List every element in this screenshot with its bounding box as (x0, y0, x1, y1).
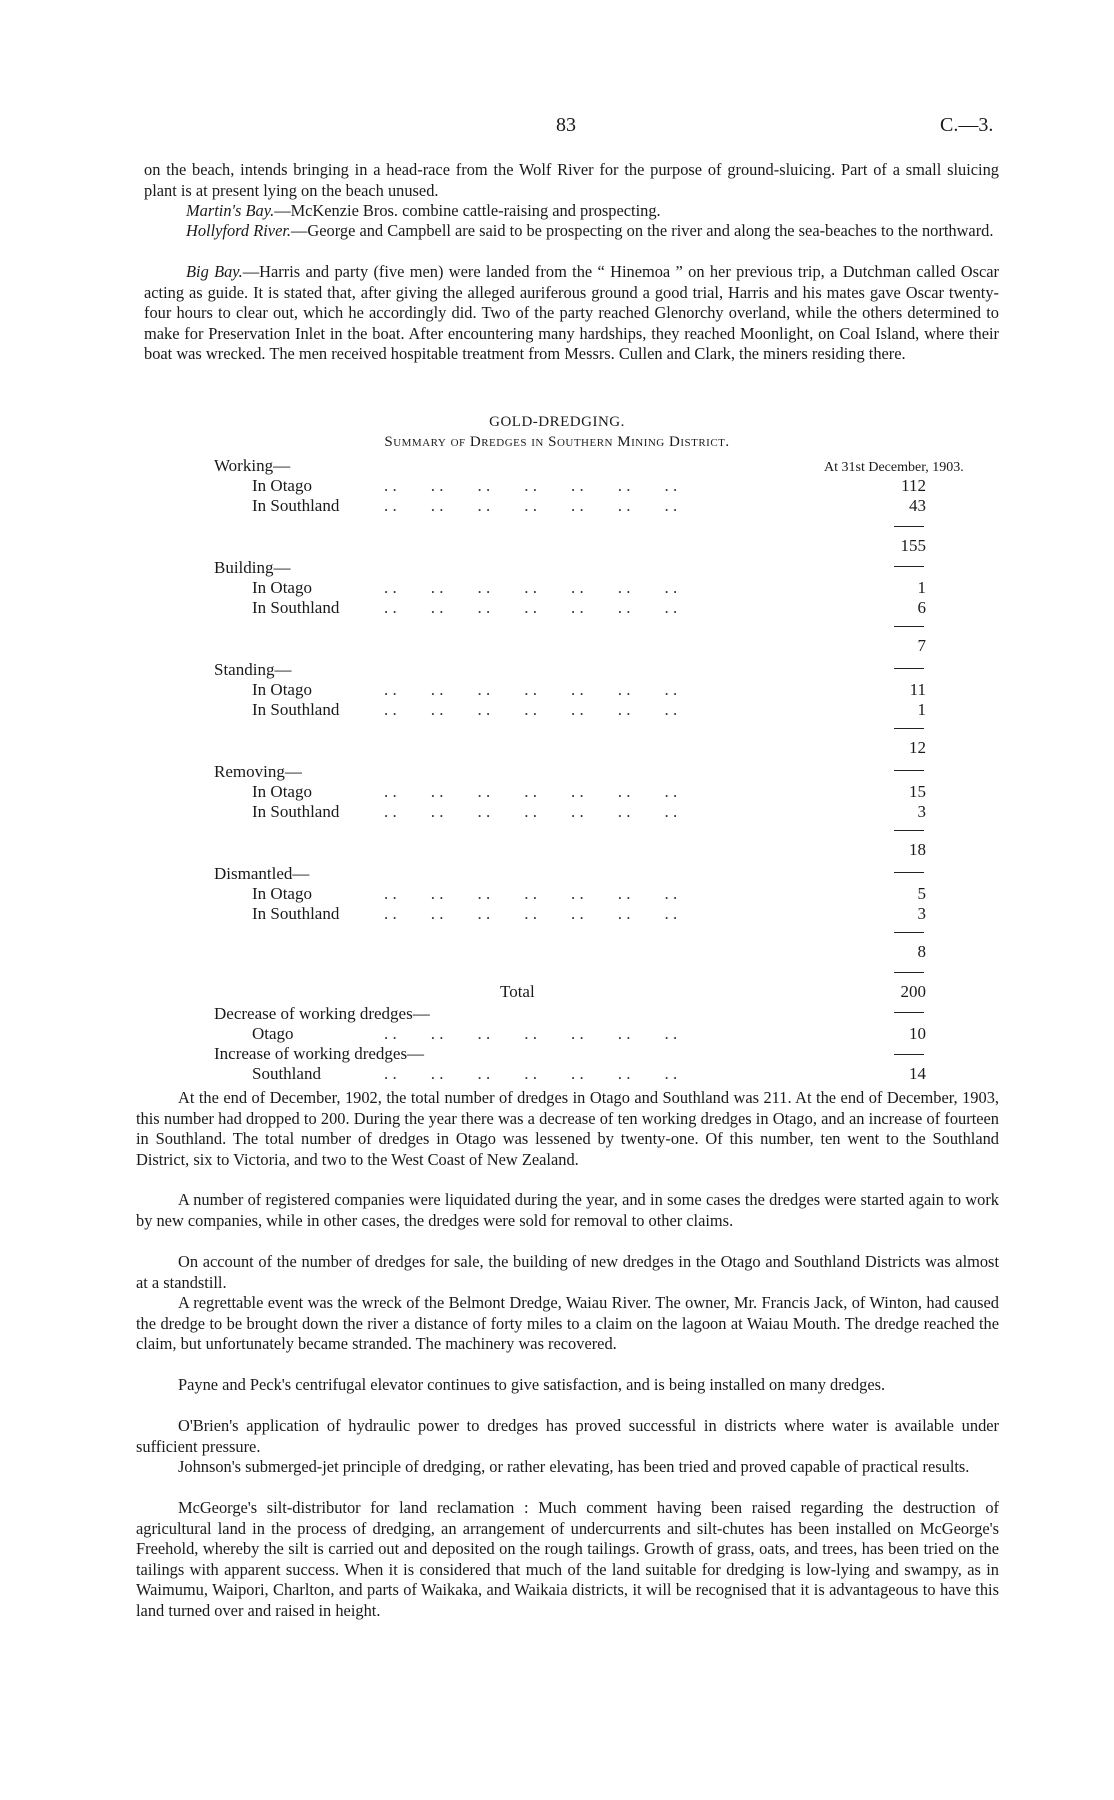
heading-martins-bay: Martin's Bay. (186, 201, 275, 220)
group-label-removing: Removing— (214, 762, 302, 781)
intro-paragraph-martins-bay (144, 201, 999, 222)
increase-label: Increase of working dredges— (214, 1044, 425, 1063)
row-label: In Otago (252, 782, 312, 801)
rule-line (894, 932, 924, 933)
text-big-bay: —Harris and party (five men) were landed from the “ Hinemoa ” on her previous trip, a Dutchman called Oscar acting as guide. It is stated that, after giving the alleged auriferous ground a good trial, Harris and his mates gave Oscar twenty-four hours to clear out, which he accordingly did. Two of the party reached Glenorchy overland, while the others determined to make for Preservation Inlet in the boat. After encountering many hardships, they reached Moonlight, on Coal Island, where their boat was wrecked. The men received hospitable treatment from Messrs. Cullen and Clark, the miners residing there. (144, 262, 999, 363)
leader-dots: . . . . . . . . . . . . . . (384, 1064, 678, 1083)
group-label-dismantled: Dismantled— (214, 864, 310, 883)
body-paragraph-8: McGeorge's silt-distributor for land reclamation : Much comment having been raised regarding the destruction of agricultural land in the process of dredging, an arrangement of undercurrents and silt-chutes has been installed on McGeorge's Freehold, whereby the silt is carried out and deposited on the rough tailings. Growth of grass, oats, and trees, has been tried on the tailings with apparent success. When it is considered that much of the land suitable for dredging is low-lying and swampy, as in Waimumu, Waipori, Charlton, and parts of Waikaka, and Waikaia districts, it will be recognised that it is advantageous to have this land turned over and raised in height. (136, 1498, 999, 1620)
group-label-standing: Standing— (214, 660, 292, 679)
table-row (252, 496, 932, 516)
table-row (252, 884, 932, 904)
row-value: 10 (909, 1024, 926, 1043)
table-row (252, 904, 932, 924)
row-value: 3 (917, 904, 926, 923)
table-column-head: At 31st December, 1903. (824, 460, 964, 475)
rule-line (894, 1012, 924, 1013)
leader-dots: . . . . . . . . . . . . . . (384, 680, 678, 699)
leader-dots: . . . . . . . . . . . . . . (384, 1024, 678, 1043)
leader-dots: . . . . . . . . . . . . . . (384, 578, 678, 597)
table-title: Summary of Dredges in Southern Mining District. (384, 434, 730, 450)
row-label: In Otago (252, 578, 312, 597)
rule-line (894, 770, 924, 771)
row-label: In Southland (252, 904, 340, 923)
heading-hollyford-river: Hollyford River. (186, 221, 292, 240)
rule-line (894, 728, 924, 729)
rule-line (894, 972, 924, 973)
text-hollyford-river: —George and Campbell are said to be prospecting on the river and along the sea-beaches to the northward. (291, 221, 994, 240)
row-value: 15 (909, 782, 926, 801)
rule-line (894, 566, 924, 567)
row-label: In Southland (252, 496, 340, 515)
body-paragraph-1: At the end of December, 1902, the total number of dredges in Otago and Southland was 211. At the end of December, 1903, this number had dropped to 200. During the year there was a decrease of ten working dredges in Otago, and an increase of fourteen in Southland. The total number of dredges in Otago was lessened by twenty-one. Of this number, ten went to the Southland District, six to Victoria, and two to the West Coast of New Zealand. (136, 1088, 999, 1169)
row-value: 1 (917, 578, 926, 597)
row-label: In Otago (252, 680, 312, 699)
body-paragraph-5: Payne and Peck's centrifugal elevator continues to give satisfaction, and is being installed on many dredges. (178, 1375, 886, 1394)
total-value: 200 (900, 982, 926, 1001)
group-label-working: Working— (214, 456, 291, 475)
table-row (252, 476, 932, 496)
subtotal-value: 7 (917, 636, 926, 655)
subtotal-value: 12 (909, 738, 926, 757)
body-paragraph-2: A number of registered companies were liquidated during the year, and in some cases the dredges were started again to work by new companies, while in other cases, the dredges were sold for removal to other claims. (136, 1190, 999, 1230)
row-value: 6 (917, 598, 926, 617)
body-paragraph-4: A regrettable event was the wreck of the Belmont Dredge, Waiau River. The owner, Mr. Francis Jack, of Winton, had caused the dredge to be brought down the river a distance of forty miles to a claim on the lagoon at Waiau Mouth. The dredge reached the claim, but unfortunately became stranded. The machinery was recovered. (136, 1293, 999, 1353)
intro-paragraph-big-bay (144, 262, 999, 365)
row-label: Southland (252, 1064, 321, 1083)
table-row (252, 782, 932, 802)
document-reference: C.—3. (940, 114, 994, 136)
body-paragraph-3: On account of the number of dredges for sale, the building of new dredges in the Otago and Southland Districts was almost at a standstill. (136, 1252, 999, 1292)
row-value: 112 (901, 476, 926, 495)
table-row (252, 680, 932, 700)
row-value: 43 (909, 496, 926, 515)
leader-dots: . . . . . . . . . . . . . . (384, 476, 678, 495)
subtotal-value: 155 (900, 536, 926, 555)
intro-paragraph-hollyford (144, 221, 999, 242)
leader-dots: . . . . . . . . . . . . . . (384, 700, 678, 719)
leader-dots: . . . . . . . . . . . . . . (384, 782, 678, 801)
body-paragraph-6: O'Brien's application of hydraulic power to dredges has proved successful in districts where water is available under sufficient pressure. (136, 1416, 999, 1456)
rule-line (894, 1054, 924, 1055)
row-label: In Southland (252, 802, 340, 821)
text-martins-bay: —McKenzie Bros. combine cattle-raising and prospecting. (274, 201, 661, 220)
table-row (252, 578, 932, 598)
group-label-building: Building— (214, 558, 291, 577)
row-label: In Southland (252, 598, 340, 617)
rule-line (894, 626, 924, 627)
table-row (252, 1064, 932, 1084)
table-row (252, 598, 932, 618)
leader-dots: . . . . . . . . . . . . . . (384, 904, 678, 923)
row-value: 3 (917, 802, 926, 821)
table-row (252, 1024, 932, 1044)
heading-big-bay: Big Bay. (186, 262, 243, 281)
rule-line (894, 526, 924, 527)
table-row (252, 700, 932, 720)
row-value: 5 (917, 884, 926, 903)
row-value: 14 (909, 1064, 926, 1083)
table-row (252, 802, 932, 822)
leader-dots: . . . . . . . . . . . . . . (384, 884, 678, 903)
subtotal-value: 8 (917, 942, 926, 961)
subtotal-value: 18 (909, 840, 926, 859)
rule-line (894, 668, 924, 669)
row-label: In Otago (252, 476, 312, 495)
decrease-label: Decrease of working dredges— (214, 1004, 430, 1023)
row-label: In Southland (252, 700, 340, 719)
section-title: GOLD-DREDGING. (489, 414, 625, 430)
total-label: Total (500, 982, 535, 1001)
row-value: 1 (917, 700, 926, 719)
leader-dots: . . . . . . . . . . . . . . (384, 802, 678, 821)
intro-paragraph-1: on the beach, intends bringing in a head-race from the Wolf River for the purpose of ground-sluicing. Part of a small sluicing plant is at present lying on the beach unused. (144, 160, 999, 200)
leader-dots: . . . . . . . . . . . . . . (384, 496, 678, 515)
row-label: Otago (252, 1024, 294, 1043)
row-value: 11 (909, 680, 926, 699)
page-number: 83 (556, 114, 576, 136)
row-label: In Otago (252, 884, 312, 903)
leader-dots: . . . . . . . . . . . . . . (384, 598, 678, 617)
rule-line (894, 872, 924, 873)
rule-line (894, 830, 924, 831)
body-paragraph-7: Johnson's submerged-jet principle of dredging, or rather elevating, has been tried and proved capable of practical results. (178, 1457, 970, 1476)
